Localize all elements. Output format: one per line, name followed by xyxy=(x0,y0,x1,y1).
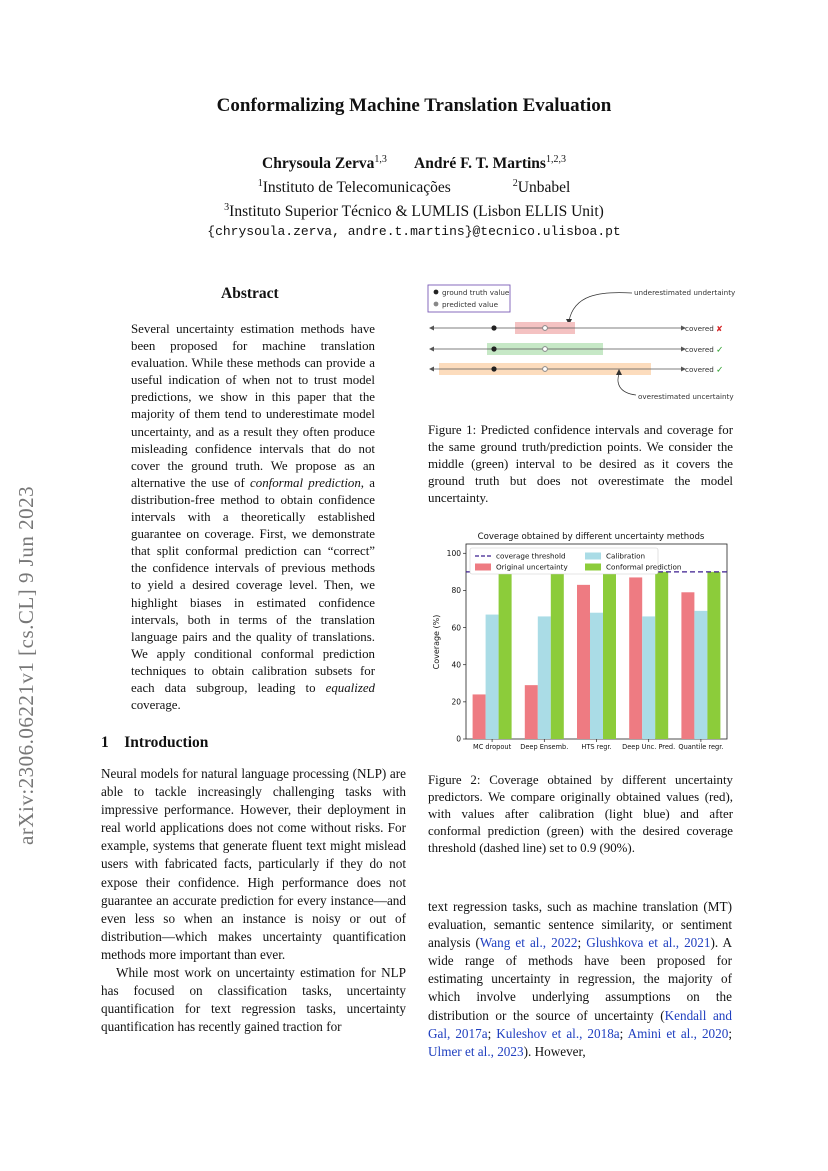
bar-calibration xyxy=(642,616,655,739)
aff-1-sup: 1 xyxy=(257,178,263,190)
legend-predicted-label: predicted value xyxy=(442,300,499,309)
aff-3-sup: 3 xyxy=(224,202,230,214)
arrow-left-icon xyxy=(429,326,434,331)
y-tick-label: 20 xyxy=(451,697,461,707)
abstract-body xyxy=(131,321,375,714)
author-block xyxy=(0,150,828,242)
author-1: Chrysoula Zerva xyxy=(262,155,375,173)
intro-right-column xyxy=(428,898,732,1061)
arxiv-stamp: arXiv:2306.06221v1 [cs.CL] 9 Jun 2023 xyxy=(14,485,38,845)
bar-calibration xyxy=(694,611,707,739)
y-tick-label: 40 xyxy=(451,660,461,670)
author-2: André F. T. Martins xyxy=(414,155,546,173)
y-tick-label: 100 xyxy=(446,548,461,558)
ground-truth-point xyxy=(491,346,496,351)
affiliation-3: Instituto Superior Técnico & LUMLIS (Lisbon ELLIS Unit) xyxy=(229,203,604,221)
abstract-text-3: coverage. xyxy=(131,698,181,713)
bar-original-uncertainty xyxy=(473,694,486,739)
x-tick-label: Quantile regr. xyxy=(678,743,724,751)
underestimated-pointer-arrow xyxy=(569,293,632,321)
figure-2-caption: Figure 2: Coverage obtained by different uncertainty predictors. We compare originally obtained values (red), with values after calibration (light blue) and after conformal prediction (green) with the desired coverage threshold (dashed line) set to 0.9 (90%). xyxy=(428,773,733,856)
arrow-left-icon xyxy=(429,347,434,352)
intro-paragraph-1: Neural models for natural language processing (NLP) are able to tackle increasingly challenging tasks with impressive performance. However, their deployment in real world applications does not come without risks. For example, systems that generate fluent text might mislead users with fabricated facts, particularly if they do not expose their confidence. High performance does not guarantee an accurate prediction for every instance—and even less so when an instance is noisy or out of distribution—which makes uncertainty quantification methods more important than ever. xyxy=(101,766,406,962)
bar-original-uncertainty xyxy=(681,592,694,739)
x-tick-label: MC dropout xyxy=(473,743,512,751)
bar-calibration xyxy=(538,616,551,739)
y-tick-label: 80 xyxy=(451,586,461,596)
citation-separator: ; xyxy=(487,1025,497,1041)
citation-link[interactable]: Glushkova et al., 2021 xyxy=(586,935,711,951)
chart-title: Coverage obtained by different uncertainty methods xyxy=(477,532,705,542)
overestimated-pointer-arrow xyxy=(618,374,636,395)
legend-label: coverage threshold xyxy=(496,551,566,561)
bar-conformal-prediction xyxy=(707,572,720,739)
author-2-sup: 1,2,3 xyxy=(545,154,566,165)
bar-original-uncertainty xyxy=(629,577,642,739)
legend-label: Calibration xyxy=(606,551,646,561)
intro-paragraph-2: While most work on uncertainty estimation for NLP has focused on classification tasks, uncertainty quantification for text regression tasks, uncertainty quantification has recently gained traction for xyxy=(101,965,406,1035)
legend-ground-truth-label: ground truth value xyxy=(442,288,510,297)
ground-truth-point xyxy=(491,366,496,371)
citation-link[interactable]: Ulmer et al., 2023 xyxy=(428,1043,524,1059)
predicted-point xyxy=(543,326,548,331)
intro-right-text-a: text regression tasks, such as machine translation (MT) evaluation, semantic sentence similarity, or sentiment analysis ( xyxy=(428,899,732,951)
author-1-sup: 1,3 xyxy=(374,154,387,165)
intro-right-text-c: ). However, xyxy=(523,1043,586,1059)
affiliations-line-2 xyxy=(0,198,828,222)
underestimated-label: underestimated undertainty xyxy=(634,288,736,297)
bar-conformal-prediction xyxy=(603,572,616,739)
citation-link[interactable]: Wang et al., 2022 xyxy=(479,935,578,951)
intro-left-column xyxy=(101,765,406,1036)
x-tick-label: Deep Ensemb. xyxy=(520,743,569,751)
abstract-text-2: , a distribution-free method to obtain confidence intervals with a theoretically established guarantee on coverage. First, we demonstrate that split conformal prediction can “correct” the confidence intervals of previous methods to yield a desired coverage level. Then, we highlight biases in estimated confidence intervals, both in terms of the translation language pairs and the quality of translations. We apply conditional conformal prediction techniques to obtain calibration subsets for each data subgroup, leading to xyxy=(131,475,375,695)
author-emails: {chrysoula.zerva, andre.t.martins}@tecnico.ulisboa.pt xyxy=(207,224,621,240)
ground-truth-point xyxy=(491,325,496,330)
legend-swatch xyxy=(475,564,491,571)
citation-link[interactable]: Kendall and Gal, 2017a xyxy=(428,1007,732,1041)
bar-original-uncertainty xyxy=(577,585,590,739)
citation-link[interactable]: Amini et al., 2020 xyxy=(627,1025,729,1041)
x-tick-label: HTS regr. xyxy=(581,743,612,751)
citation-separator: ; xyxy=(728,1025,732,1041)
legend-swatch xyxy=(585,564,601,571)
citation-separator: ; xyxy=(619,1025,628,1041)
figure-1-diagram xyxy=(424,283,736,405)
row-1-covered-label: covered xyxy=(685,324,714,333)
abstract-text-1: Several uncertainty estimation methods have been proposed for machine translation evaluation. While these methods can provide a useful indication of when not to trust model predictions, we show in this paper that the majority of them tend to underestimate model uncertainty, and as a result they often produce misleading confidence intervals that do not cover the ground truth. We propose as an alternative the use of xyxy=(131,322,375,490)
citation-link[interactable]: Kuleshov et al., 2018a xyxy=(496,1025,620,1041)
y-tick-label: 0 xyxy=(456,734,461,744)
arrow-left-icon xyxy=(429,367,434,372)
bar-conformal-prediction xyxy=(551,570,564,739)
y-axis-label: Coverage (%) xyxy=(432,614,441,670)
predicted-point xyxy=(543,367,548,372)
x-tick-label: Deep Unc. Pred. xyxy=(622,743,676,751)
affiliation-2: Unbabel xyxy=(517,179,571,197)
intro-right-text-b: ). A wide range of methods have been proposed for estimating uncertainty in regression, the majority of which involve underlying assumptions on the distribution or the source of uncertainty ( xyxy=(428,935,732,1023)
bar-calibration xyxy=(590,613,603,739)
y-tick-label: 60 xyxy=(451,623,461,633)
bar-conformal-prediction xyxy=(655,572,668,739)
row-3-covered-label: covered xyxy=(685,365,714,374)
affiliations-line-1 xyxy=(0,174,828,198)
covered-check-icon: ✓ xyxy=(716,365,724,376)
legend-label: Conformal prediction xyxy=(606,562,682,572)
predicted-marker-icon xyxy=(434,302,439,307)
row-2-covered-label: covered xyxy=(685,345,714,354)
aff-2-sup: 2 xyxy=(512,178,518,190)
abstract-heading: Abstract xyxy=(221,285,279,302)
affiliation-1: Instituto de Telecomunicações xyxy=(262,179,451,197)
abstract-em-2: equalized xyxy=(325,680,375,695)
paper-title: Conformalizing Machine Translation Evaluation xyxy=(216,95,612,116)
figure-1-caption: Figure 1: Predicted confidence intervals and coverage for the same ground truth/prediction points. We consider the middle (green) interval to be desired as it covers the ground truth but does not overestimate the model uncertainty. xyxy=(428,423,733,506)
bar-calibration xyxy=(486,615,499,739)
predicted-point xyxy=(543,347,548,352)
citation-separator: ; xyxy=(577,935,587,951)
not-covered-cross-icon: ✘ xyxy=(716,324,723,334)
abstract-em-1: conformal prediction xyxy=(250,475,361,490)
legend-swatch xyxy=(585,553,601,560)
ground-truth-marker-icon xyxy=(434,290,439,295)
legend-label: Original uncertainty xyxy=(496,562,568,572)
bar-conformal-prediction xyxy=(499,572,512,739)
figure-2-chart xyxy=(426,524,732,756)
covered-check-icon: ✓ xyxy=(716,345,724,356)
overestimated-label: overestimated uncertainty xyxy=(638,392,734,401)
bar-original-uncertainty xyxy=(525,685,538,739)
section-heading-introduction: 1 Introduction xyxy=(101,734,209,751)
author-names xyxy=(0,150,828,174)
